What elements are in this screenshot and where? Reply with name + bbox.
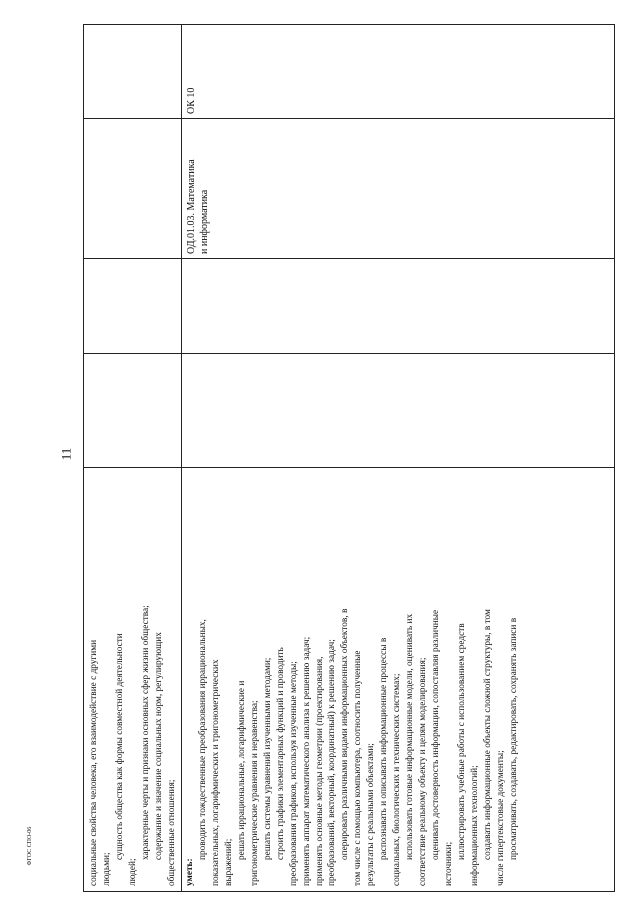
text-line: показательных, логарифмических и тригонометрических — [210, 659, 221, 886]
row-divider — [181, 24, 182, 892]
text-line: использовать готовые информационные модели, оценивать их — [405, 613, 416, 860]
text-line: решать системы уравнений изученными методами; — [262, 657, 273, 860]
text-line: строить графики элементарных функций и проводить — [275, 647, 286, 860]
text-line: сущность общества как формы совместной деятельности — [114, 633, 125, 860]
text-line: соответствие реальному объекту и целям моделирования; — [418, 657, 429, 886]
discipline-name: ОД.01.03. Математика — [186, 159, 197, 254]
text-line: выражений; — [223, 838, 234, 886]
text-line: решать иррациональные, логарифмические и — [236, 680, 247, 860]
footer-code: ФГОС СПО-06 — [27, 826, 33, 866]
text-line: преобразований, векторный, координатный) к решению задач; — [327, 639, 338, 886]
competence-code: ОК 10 — [186, 87, 197, 114]
text-line: социальных, биологических и технических системах; — [392, 673, 403, 886]
text-line: общественные отношения; — [166, 779, 177, 886]
text-line: социальные свойства человека, его взаимодействие с другими — [89, 639, 99, 886]
text-line: создавать информационные объекты сложной структуры, в том — [482, 609, 493, 860]
text-line: применять основные методы геометрии (проектирования, — [314, 656, 325, 886]
page-number: 11 — [58, 447, 74, 461]
column-divider-4 — [83, 467, 615, 468]
text-line: тригонометрические уравнения и неравенства; — [249, 700, 260, 886]
column-divider-3 — [83, 353, 615, 354]
main-row-text — [184, 609, 521, 886]
table-border-bottom — [614, 24, 615, 892]
text-line: распознавать и описывать информационные процессы в — [379, 637, 390, 860]
text-line: источники; — [444, 841, 455, 886]
table-border-top — [83, 24, 84, 892]
table-edge-left — [83, 891, 615, 892]
text-line: преобразования графиков, используя изученные методы; — [288, 661, 299, 886]
text-line: информационных технологий; — [469, 765, 480, 886]
text-line: оценивать достоверность информации, сопоставляя различные — [431, 609, 442, 860]
column-divider-1 — [83, 118, 615, 119]
section-heading: уметь: — [185, 858, 195, 886]
text-line: характерные черты и признаки основных сфер жизни общества; — [140, 605, 151, 860]
text-line: результаты с реальными объектами; — [366, 743, 377, 886]
text-line: применять аппарат математического анализа к решению задач; — [301, 636, 312, 886]
continuation-row-text — [88, 605, 179, 886]
discipline-name: и информатика — [198, 189, 210, 254]
text-line: проводить тождественные преобразования иррациональных, — [197, 619, 208, 860]
text-line: просматривать, создавать, редактировать, сохранять записи в — [508, 617, 519, 860]
text-line: содержание и значение социальных норм, регулирующих — [153, 632, 164, 860]
table-edge-right — [83, 24, 615, 25]
competence-cell — [186, 88, 199, 114]
column-divider-2 — [83, 258, 615, 259]
text-line: людей; — [127, 858, 138, 886]
text-line: оперировать различными видами информационных объектов, в — [340, 608, 351, 860]
text-line: людьми; — [101, 852, 112, 886]
discipline-cell — [186, 159, 211, 254]
text-line: числе гипертекстовые документы; — [495, 750, 506, 886]
text-line: иллюстрировать учебные работы с использованием средств — [457, 623, 468, 860]
text-line: том числе с помощью компьютера, соотносить полученные — [353, 650, 364, 886]
